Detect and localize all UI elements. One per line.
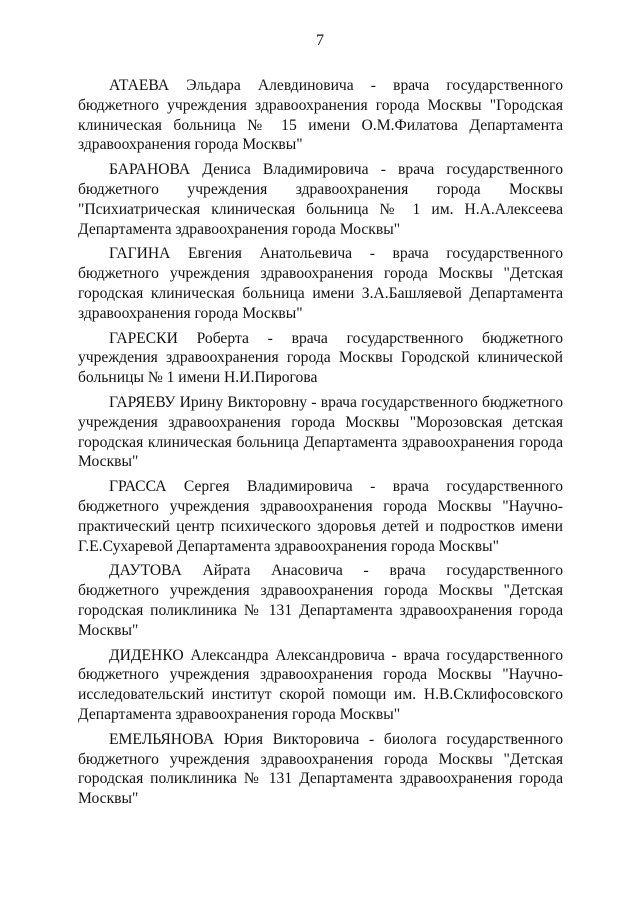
list-item: БАРАНОВА Дениса Владимировича - врача государственного бюджетного учреждения здравоохранения города Москвы "Психиатрическая клиническая больница № 1 им. Н.А.Алексеева Департамента здравоохранения города Москвы" (78, 161, 563, 238)
award-list (78, 76, 563, 814)
list-item: ЕМЕЛЬЯНОВА Юрия Викторовича - биолога государственного бюджетного учреждения здравоохранения города Москвы "Детская городская поликлиника № 131 Департамента здравоохранения города Москвы" (78, 730, 563, 808)
page-number: 7 (316, 32, 324, 49)
list-item: ДАУТОВА Айрата Анасовича - врача государственного бюджетного учреждения здравоохранения города Москвы "Детская городская поликлиника № 131 Департамента здравоохранения города Москвы" (78, 562, 563, 639)
list-item: ГАРЯЕВУ Ирину Викторовну - врача государственного бюджетного учреждения здравоохранения города Москвы "Морозовская детская городская клиническая больница Департамента здравоохранения города Москвы" (78, 393, 563, 471)
list-item: АТАЕВА Эльдара Алевдиновича - врача государственного бюджетного учреждения здравоохранения города Москвы "Городская клиническая больница № 15 имени О.М.Филатова Департамента здравоохранения города Москвы" (78, 77, 563, 154)
list-item: ДИДЕНКО Александра Александровича - врача государственного бюджетного учреждения здравоохранения города Москвы "Научно-исследовательский институт скорой помощи им. Н.В.Склифосовского Департамента здравоохранения города Москвы" (78, 646, 563, 723)
list-item: ГАГИНА Евгения Анатольевича - врача государственного бюджетного учреждения здравоохранения города Москвы "Детская городская клиническая больница имени З.А.Башляевой Департамента здравоохранения города Москвы" (78, 245, 563, 322)
list-item: ГРАССА Сергея Владимировича - врача государственного бюджетного учреждения здравоохранения города Москвы "Научно-практический центр психического здоровья детей и подростков имени Г.Е.Сухаревой Департамента здравоохранения города Москвы" (78, 478, 563, 555)
list-item: ГАРЕСКИ Роберта - врача государственного бюджетного учреждения здравоохранения города Москвы Городской клинической больницы № 1 имени Н.И.Пирогова (78, 329, 563, 387)
